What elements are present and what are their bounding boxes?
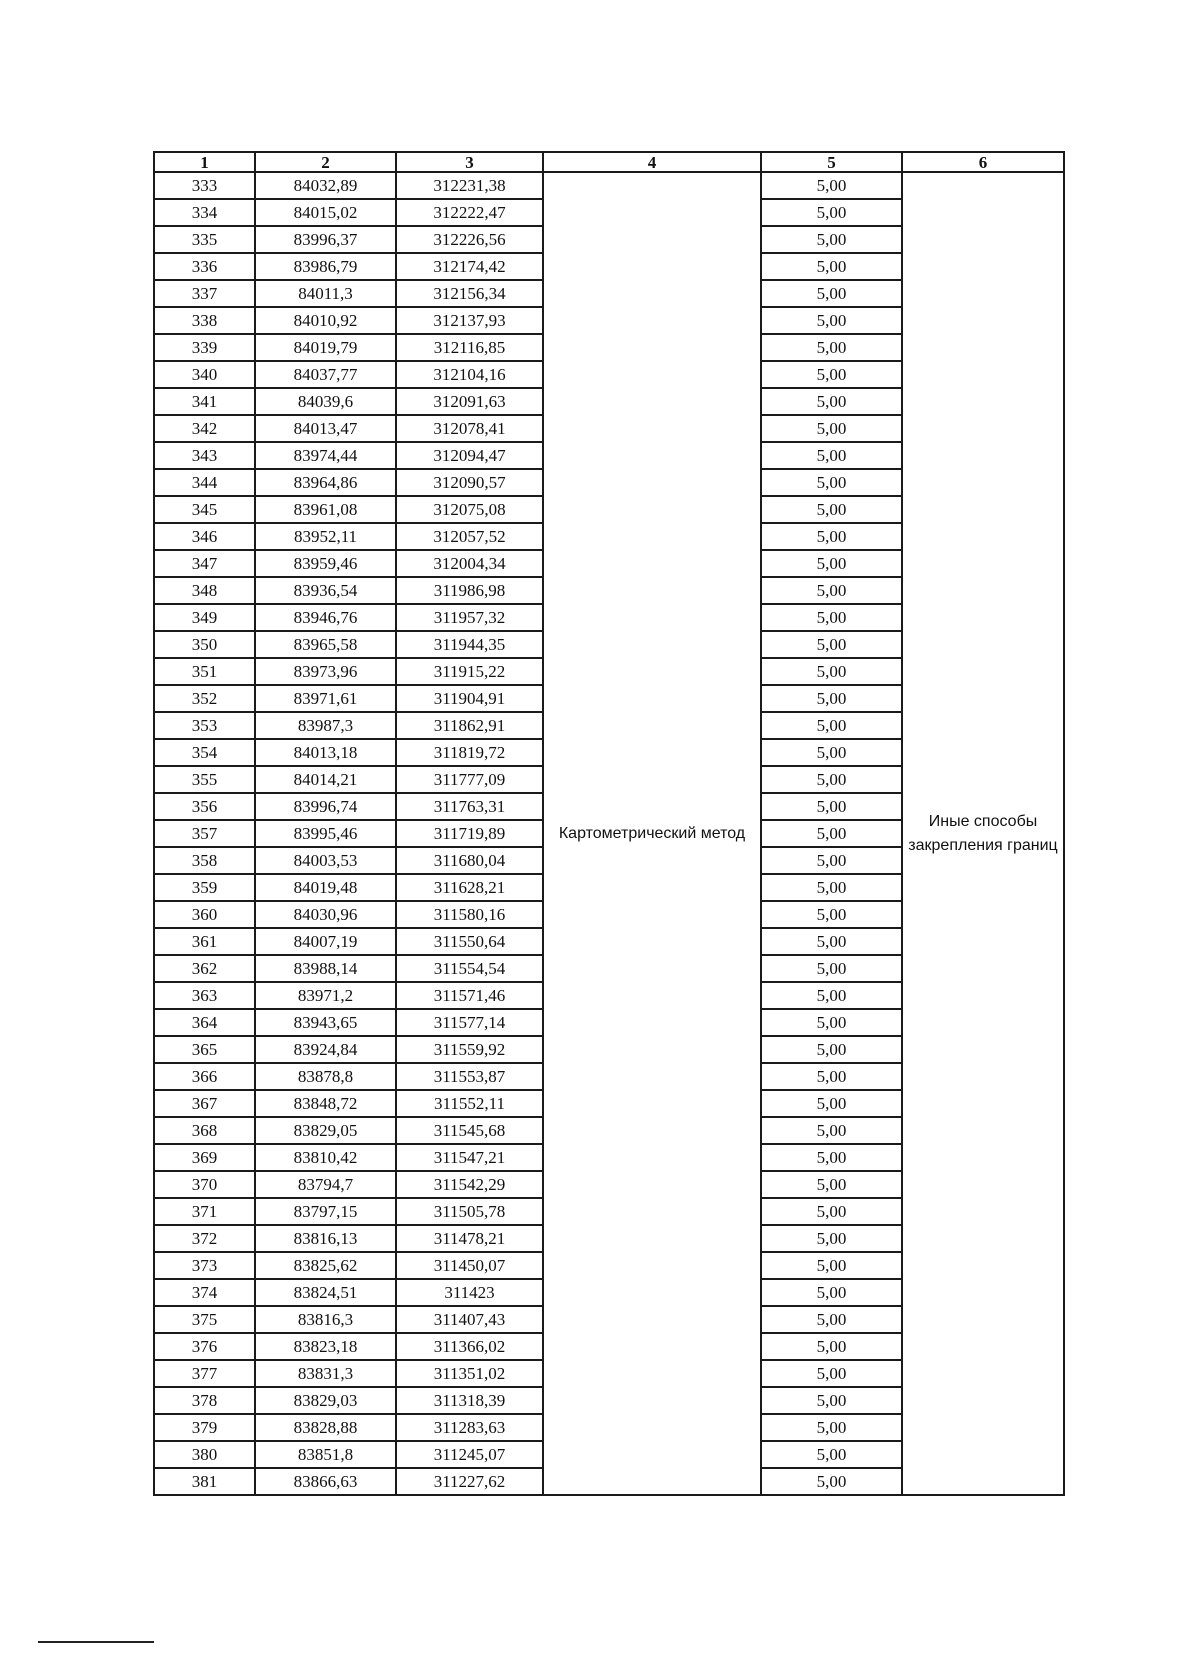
coordinate-x: 83961,08 [255, 496, 396, 523]
accuracy-value: 5,00 [761, 226, 902, 253]
coordinate-x: 83794,7 [255, 1171, 396, 1198]
coordinate-y: 311407,43 [396, 1306, 543, 1333]
coordinate-y: 311571,46 [396, 982, 543, 1009]
header-col-4: 4 [543, 152, 761, 172]
table-row [154, 172, 1064, 199]
point-number: 334 [154, 199, 255, 226]
accuracy-value: 5,00 [761, 388, 902, 415]
coordinate-y: 311351,02 [396, 1360, 543, 1387]
coordinate-x: 84010,92 [255, 307, 396, 334]
header-col-1: 1 [154, 152, 255, 172]
point-number: 333 [154, 172, 255, 199]
point-number: 363 [154, 982, 255, 1009]
accuracy-value: 5,00 [761, 550, 902, 577]
accuracy-value: 5,00 [761, 982, 902, 1009]
point-number: 342 [154, 415, 255, 442]
coordinate-y: 311552,11 [396, 1090, 543, 1117]
coordinate-x: 83986,79 [255, 253, 396, 280]
point-number: 371 [154, 1198, 255, 1225]
coordinate-y: 311904,91 [396, 685, 543, 712]
accuracy-value: 5,00 [761, 928, 902, 955]
boundary-points-table [153, 151, 1065, 1496]
coordinate-y: 311680,04 [396, 847, 543, 874]
coordinate-y: 311318,39 [396, 1387, 543, 1414]
header-col-6: 6 [902, 152, 1064, 172]
point-number: 366 [154, 1063, 255, 1090]
coordinate-x: 84019,79 [255, 334, 396, 361]
coordinate-y: 311577,14 [396, 1009, 543, 1036]
accuracy-value: 5,00 [761, 1063, 902, 1090]
coordinate-y: 311719,89 [396, 820, 543, 847]
coordinate-y: 311366,02 [396, 1333, 543, 1360]
point-number: 379 [154, 1414, 255, 1441]
point-number: 343 [154, 442, 255, 469]
coordinate-x: 83964,86 [255, 469, 396, 496]
accuracy-value: 5,00 [761, 604, 902, 631]
point-number: 360 [154, 901, 255, 928]
coordinate-y: 312222,47 [396, 199, 543, 226]
accuracy-value: 5,00 [761, 361, 902, 388]
coordinate-y: 311547,21 [396, 1144, 543, 1171]
accuracy-value: 5,00 [761, 1009, 902, 1036]
coordinate-x: 84030,96 [255, 901, 396, 928]
accuracy-value: 5,00 [761, 415, 902, 442]
coordinate-y: 311915,22 [396, 658, 543, 685]
coordinate-x: 84014,21 [255, 766, 396, 793]
coordinate-x: 83943,65 [255, 1009, 396, 1036]
accuracy-value: 5,00 [761, 739, 902, 766]
footnote-separator [38, 1641, 154, 1643]
coordinate-x: 84037,77 [255, 361, 396, 388]
coordinate-x: 83959,46 [255, 550, 396, 577]
accuracy-value: 5,00 [761, 1441, 902, 1468]
accuracy-value: 5,00 [761, 820, 902, 847]
coordinate-y: 312156,34 [396, 280, 543, 307]
coordinate-x: 83848,72 [255, 1090, 396, 1117]
accuracy-value: 5,00 [761, 199, 902, 226]
coordinate-x: 84013,47 [255, 415, 396, 442]
point-number: 375 [154, 1306, 255, 1333]
header-col-3: 3 [396, 152, 543, 172]
point-number: 377 [154, 1360, 255, 1387]
accuracy-value: 5,00 [761, 685, 902, 712]
coordinate-x: 83831,3 [255, 1360, 396, 1387]
coordinate-y: 311423 [396, 1279, 543, 1306]
coordinate-y: 312174,42 [396, 253, 543, 280]
accuracy-value: 5,00 [761, 1117, 902, 1144]
coordinate-y: 311245,07 [396, 1441, 543, 1468]
coordinate-x: 83825,62 [255, 1252, 396, 1279]
point-number: 369 [154, 1144, 255, 1171]
coordinate-y: 311283,63 [396, 1414, 543, 1441]
accuracy-value: 5,00 [761, 577, 902, 604]
coordinate-y: 311777,09 [396, 766, 543, 793]
coordinate-y: 312104,16 [396, 361, 543, 388]
table-body [154, 152, 1064, 1495]
coordinate-x: 83952,11 [255, 523, 396, 550]
accuracy-value: 5,00 [761, 280, 902, 307]
coordinate-y: 311944,35 [396, 631, 543, 658]
coordinate-x: 83988,14 [255, 955, 396, 982]
point-number: 348 [154, 577, 255, 604]
accuracy-value: 5,00 [761, 847, 902, 874]
coordinate-x: 83828,88 [255, 1414, 396, 1441]
coordinate-x: 83816,3 [255, 1306, 396, 1333]
coordinate-y: 311763,31 [396, 793, 543, 820]
coordinate-y: 312094,47 [396, 442, 543, 469]
coordinate-x: 83823,18 [255, 1333, 396, 1360]
coordinate-y: 312004,34 [396, 550, 543, 577]
coordinate-x: 84007,19 [255, 928, 396, 955]
point-number: 354 [154, 739, 255, 766]
coordinate-x: 83829,05 [255, 1117, 396, 1144]
accuracy-value: 5,00 [761, 955, 902, 982]
point-number: 368 [154, 1117, 255, 1144]
point-number: 374 [154, 1279, 255, 1306]
point-number: 339 [154, 334, 255, 361]
coordinate-y: 312075,08 [396, 496, 543, 523]
coordinate-x: 83995,46 [255, 820, 396, 847]
coordinate-x: 83810,42 [255, 1144, 396, 1171]
coordinate-x: 84015,02 [255, 199, 396, 226]
point-number: 335 [154, 226, 255, 253]
coordinate-x: 83924,84 [255, 1036, 396, 1063]
accuracy-value: 5,00 [761, 658, 902, 685]
accuracy-value: 5,00 [761, 523, 902, 550]
accuracy-value: 5,00 [761, 1333, 902, 1360]
coordinate-x: 84011,3 [255, 280, 396, 307]
accuracy-value: 5,00 [761, 334, 902, 361]
coordinate-x: 84039,6 [255, 388, 396, 415]
coordinate-x: 83816,13 [255, 1225, 396, 1252]
coordinate-y: 312231,38 [396, 172, 543, 199]
header-row [154, 152, 1064, 172]
accuracy-value: 5,00 [761, 1090, 902, 1117]
coordinate-y: 311628,21 [396, 874, 543, 901]
coordinate-x: 83971,2 [255, 982, 396, 1009]
coordinate-x: 83936,54 [255, 577, 396, 604]
coordinate-x: 84003,53 [255, 847, 396, 874]
fixing-method-cell: Иные способы закрепления границ [902, 172, 1064, 1495]
coordinate-y: 311559,92 [396, 1036, 543, 1063]
point-number: 367 [154, 1090, 255, 1117]
coordinate-y: 312116,85 [396, 334, 543, 361]
coordinate-x: 83996,74 [255, 793, 396, 820]
accuracy-value: 5,00 [761, 307, 902, 334]
accuracy-value: 5,00 [761, 1171, 902, 1198]
accuracy-value: 5,00 [761, 1225, 902, 1252]
point-number: 364 [154, 1009, 255, 1036]
coordinate-y: 312090,57 [396, 469, 543, 496]
accuracy-value: 5,00 [761, 1198, 902, 1225]
point-number: 370 [154, 1171, 255, 1198]
coordinate-y: 312078,41 [396, 415, 543, 442]
coordinate-y: 311450,07 [396, 1252, 543, 1279]
coordinate-y: 311542,29 [396, 1171, 543, 1198]
point-number: 373 [154, 1252, 255, 1279]
coordinate-y: 311478,21 [396, 1225, 543, 1252]
coordinate-x: 83971,61 [255, 685, 396, 712]
point-number: 349 [154, 604, 255, 631]
coordinate-x: 83987,3 [255, 712, 396, 739]
accuracy-value: 5,00 [761, 1360, 902, 1387]
coordinate-y: 311862,91 [396, 712, 543, 739]
accuracy-value: 5,00 [761, 874, 902, 901]
point-number: 381 [154, 1468, 255, 1495]
point-number: 365 [154, 1036, 255, 1063]
coordinate-x: 83974,44 [255, 442, 396, 469]
coordinate-y: 311545,68 [396, 1117, 543, 1144]
coordinate-y: 311957,32 [396, 604, 543, 631]
point-number: 356 [154, 793, 255, 820]
accuracy-value: 5,00 [761, 442, 902, 469]
point-number: 378 [154, 1387, 255, 1414]
coordinate-y: 311986,98 [396, 577, 543, 604]
accuracy-value: 5,00 [761, 901, 902, 928]
point-number: 345 [154, 496, 255, 523]
accuracy-value: 5,00 [761, 631, 902, 658]
coordinate-y: 311580,16 [396, 901, 543, 928]
point-number: 351 [154, 658, 255, 685]
coordinate-y: 312057,52 [396, 523, 543, 550]
accuracy-value: 5,00 [761, 1414, 902, 1441]
accuracy-value: 5,00 [761, 1144, 902, 1171]
point-number: 337 [154, 280, 255, 307]
coordinate-y: 311505,78 [396, 1198, 543, 1225]
coordinate-x: 83973,96 [255, 658, 396, 685]
accuracy-value: 5,00 [761, 793, 902, 820]
accuracy-value: 5,00 [761, 172, 902, 199]
header-col-2: 2 [255, 152, 396, 172]
point-number: 359 [154, 874, 255, 901]
point-number: 372 [154, 1225, 255, 1252]
point-number: 350 [154, 631, 255, 658]
coordinate-y: 311819,72 [396, 739, 543, 766]
point-number: 353 [154, 712, 255, 739]
point-number: 336 [154, 253, 255, 280]
coordinate-x: 83851,8 [255, 1441, 396, 1468]
coordinate-y: 312091,63 [396, 388, 543, 415]
accuracy-value: 5,00 [761, 1387, 902, 1414]
point-number: 346 [154, 523, 255, 550]
point-number: 338 [154, 307, 255, 334]
accuracy-value: 5,00 [761, 1036, 902, 1063]
coordinate-y: 311553,87 [396, 1063, 543, 1090]
coordinate-x: 84019,48 [255, 874, 396, 901]
point-number: 361 [154, 928, 255, 955]
coordinate-y: 311554,54 [396, 955, 543, 982]
coordinate-x: 83866,63 [255, 1468, 396, 1495]
point-number: 355 [154, 766, 255, 793]
coordinate-x: 83965,58 [255, 631, 396, 658]
point-number: 376 [154, 1333, 255, 1360]
header-col-5: 5 [761, 152, 902, 172]
coordinate-x: 83829,03 [255, 1387, 396, 1414]
coordinate-x: 83996,37 [255, 226, 396, 253]
point-number: 352 [154, 685, 255, 712]
point-number: 357 [154, 820, 255, 847]
coordinate-y: 312137,93 [396, 307, 543, 334]
accuracy-value: 5,00 [761, 1468, 902, 1495]
accuracy-value: 5,00 [761, 712, 902, 739]
accuracy-value: 5,00 [761, 1279, 902, 1306]
coordinate-x: 83824,51 [255, 1279, 396, 1306]
accuracy-value: 5,00 [761, 469, 902, 496]
coordinate-y: 311550,64 [396, 928, 543, 955]
coordinate-x: 83878,8 [255, 1063, 396, 1090]
point-number: 340 [154, 361, 255, 388]
coordinate-x: 84013,18 [255, 739, 396, 766]
point-number: 341 [154, 388, 255, 415]
coordinate-x: 84032,89 [255, 172, 396, 199]
accuracy-value: 5,00 [761, 496, 902, 523]
coordinate-x: 83797,15 [255, 1198, 396, 1225]
coordinate-y: 311227,62 [396, 1468, 543, 1495]
point-number: 362 [154, 955, 255, 982]
coordinate-y: 312226,56 [396, 226, 543, 253]
accuracy-value: 5,00 [761, 1306, 902, 1333]
method-cell: Картометрический метод [543, 172, 761, 1495]
point-number: 358 [154, 847, 255, 874]
accuracy-value: 5,00 [761, 253, 902, 280]
accuracy-value: 5,00 [761, 1252, 902, 1279]
coordinate-x: 83946,76 [255, 604, 396, 631]
point-number: 380 [154, 1441, 255, 1468]
point-number: 347 [154, 550, 255, 577]
accuracy-value: 5,00 [761, 766, 902, 793]
point-number: 344 [154, 469, 255, 496]
